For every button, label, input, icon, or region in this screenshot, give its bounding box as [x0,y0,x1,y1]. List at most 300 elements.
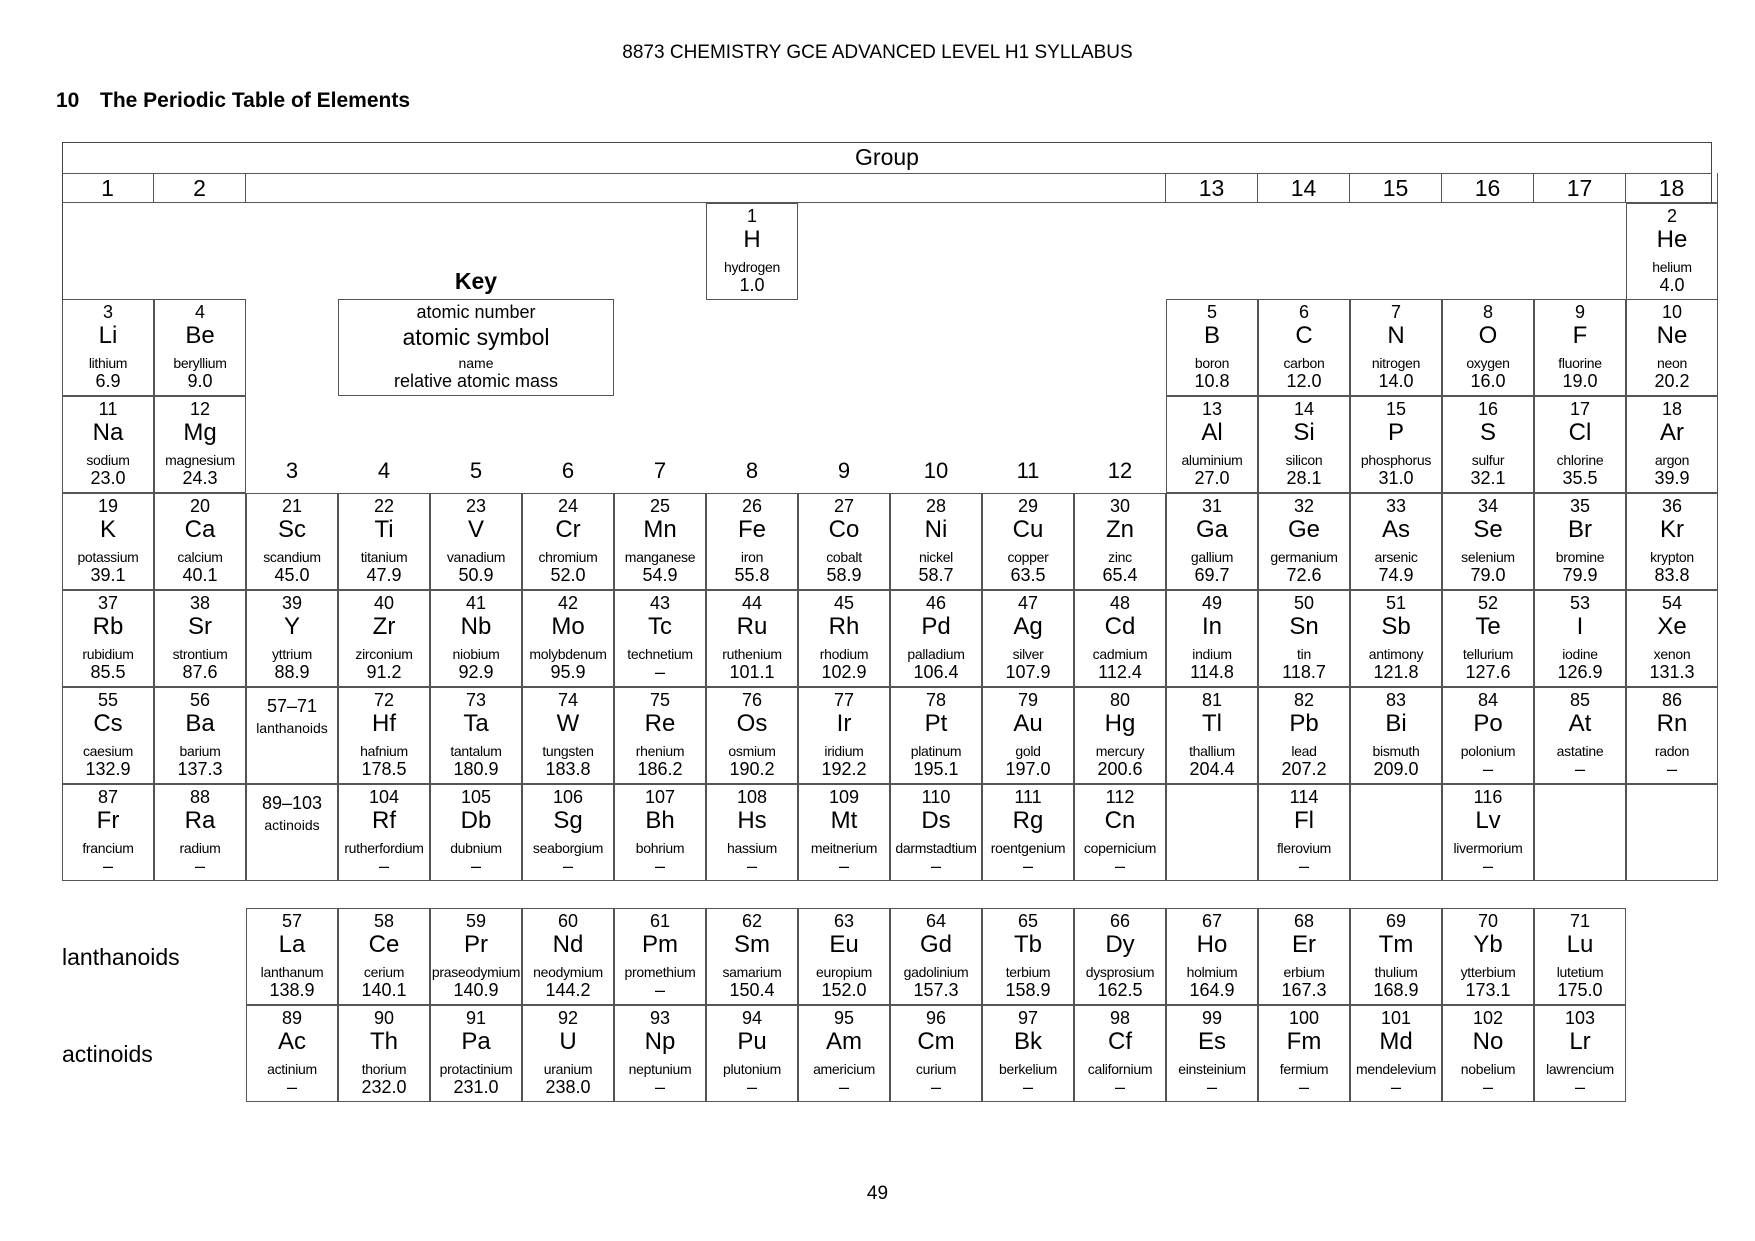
atomic-number: 100 [1288,1008,1320,1028]
atomic-number: 22 [373,496,395,516]
transition-group-number-3: 3 [285,458,299,483]
relative-atomic-mass: 190.2 [729,759,775,779]
atomic-symbol: U [559,1028,577,1055]
atomic-symbol: Pd [921,613,951,640]
atomic-number: 10 [1661,302,1683,322]
atomic-number: 84 [1477,690,1499,710]
atomic-number: 105 [460,787,492,807]
atomic-symbol: Bk [1013,1028,1042,1055]
relative-atomic-mass: 178.5 [361,759,407,779]
relative-atomic-mass: – [194,856,205,876]
element-cell-db [430,784,522,881]
atomic-symbol: Cn [1104,807,1136,834]
element-cell-rb [62,590,154,687]
element-cell-dy [1074,908,1166,1005]
element-name: iodine [1562,646,1598,662]
atomic-number: 1 [746,206,757,226]
relative-atomic-mass: 183.8 [545,759,591,779]
relative-atomic-mass: 12.0 [1286,371,1322,391]
atomic-number: 75 [649,690,671,710]
element-cell-fe [706,493,798,590]
element-cell-cu [982,493,1074,590]
atomic-symbol: Ba [185,710,215,737]
atomic-number: 59 [465,911,487,931]
transition-group-number-11: 11 [1016,458,1040,483]
element-name: rhodium [819,646,869,662]
element-cell-b [1166,299,1258,396]
element-name: dysprosium [1085,964,1155,980]
relative-atomic-mass: 131.3 [1649,662,1695,682]
atomic-number: 96 [925,1008,947,1028]
element-name: cadmium [1092,646,1148,662]
key-name: name [458,355,494,371]
atomic-number: 11 [98,399,118,419]
atomic-symbol: Lu [1566,931,1594,958]
atomic-number: 81 [1201,690,1223,710]
atomic-symbol: Rf [372,807,396,834]
atomic-symbol: Rb [92,613,124,640]
atomic-number: 104 [368,787,400,807]
atomic-number: 91 [465,1008,487,1028]
transition-group-number-6: 6 [561,458,575,483]
relative-atomic-mass: 152.0 [821,980,867,1000]
relative-atomic-mass: 35.5 [1562,468,1598,488]
atomic-symbol: Al [1201,419,1223,446]
element-name: platinum [910,743,962,759]
atomic-symbol: S [1479,419,1496,446]
relative-atomic-mass: – [1666,759,1677,779]
series-name: actinoids [264,817,320,833]
atomic-number: 72 [373,690,395,710]
atomic-number: 86 [1661,690,1683,710]
atomic-number: 37 [97,593,119,613]
element-name: radium [179,840,221,856]
element-cell-sn [1258,590,1350,687]
atomic-symbol: La [278,931,306,958]
atomic-number: 8 [1482,302,1493,322]
element-name: neptunium [628,1061,692,1077]
element-name: thulium [1374,964,1418,980]
element-name: potassium [77,549,139,565]
relative-atomic-mass: 204.4 [1189,759,1235,779]
relative-atomic-mass: 9.0 [187,371,213,391]
atomic-number: 54 [1661,593,1683,613]
relative-atomic-mass: 197.0 [1005,759,1051,779]
element-cell-te [1442,590,1534,687]
atomic-symbol: Ar [1660,419,1684,446]
atomic-number: 69 [1385,911,1407,931]
element-name: protactinium [439,1061,513,1077]
element-cell-f [1534,299,1626,396]
empty-cell [1626,784,1718,881]
element-name: dubnium [450,840,502,856]
element-cell-yb [1442,908,1534,1005]
atomic-symbol: Sm [734,931,770,958]
relative-atomic-mass: 118.7 [1282,662,1326,682]
relative-atomic-mass: 231.0 [453,1077,499,1097]
element-cell-ra [154,784,246,881]
element-cell-cm [890,1005,982,1102]
element-cell-th [338,1005,430,1102]
atomic-number: 23 [465,496,487,516]
element-cell-cr [522,493,614,590]
atomic-number: 71 [1569,911,1591,931]
relative-atomic-mass: 167.3 [1281,980,1327,1000]
relative-atomic-mass: – [930,856,941,876]
atomic-number: 35 [1569,496,1591,516]
element-cell-n [1350,299,1442,396]
element-name: phosphorus [1360,452,1432,468]
relative-atomic-mass: 87.6 [182,662,218,682]
element-cell-i [1534,590,1626,687]
group-number-13: 13 [1166,173,1258,203]
atomic-number: 97 [1017,1008,1039,1028]
relative-atomic-mass: 232.0 [361,1077,407,1097]
atomic-number: 85 [1569,690,1591,710]
element-name: manganese [624,549,696,565]
empty-cell [1350,784,1442,881]
atomic-number: 44 [741,593,763,613]
element-name: nickel [919,549,953,565]
relative-atomic-mass: – [1482,1077,1493,1097]
element-cell-cd [1074,590,1166,687]
atomic-symbol: Cr [555,516,581,543]
element-name: lead [1291,743,1317,759]
relative-atomic-mass: 175.0 [1557,980,1603,1000]
atomic-symbol: Eu [829,931,859,958]
element-name: flerovium [1276,840,1332,856]
atomic-symbol: F [1572,322,1588,349]
element-cell-bh [614,784,706,881]
relative-atomic-mass: – [102,856,113,876]
atomic-symbol: Yb [1473,931,1503,958]
atomic-number: 24 [557,496,579,516]
atomic-number: 99 [1201,1008,1223,1028]
element-cell-la [246,908,338,1005]
key-relative-atomic-mass: relative atomic mass [393,371,559,391]
atomic-symbol: Ca [184,516,216,543]
atomic-number: 63 [833,911,855,931]
atomic-symbol: Sr [188,613,212,640]
relative-atomic-mass: 47.9 [366,565,402,585]
element-name: americium [813,1061,875,1077]
atomic-symbol: Er [1292,931,1316,958]
element-cell-gd [890,908,982,1005]
relative-atomic-mass: 85.5 [90,662,126,682]
atomic-number: 31 [1201,496,1223,516]
element-name: ytterbium [1460,964,1516,980]
element-cell-mg [154,396,246,493]
atomic-symbol: At [1568,710,1592,737]
relative-atomic-mass: 28.1 [1286,468,1322,488]
element-name: zirconium [355,646,413,662]
relative-atomic-mass: – [654,1077,665,1097]
element-cell-c [1258,299,1350,396]
relative-atomic-mass: – [1022,856,1033,876]
element-name: sulfur [1471,452,1505,468]
element-name: samarium [722,964,782,980]
relative-atomic-mass: – [1482,759,1493,779]
element-cell-cl [1534,396,1626,493]
element-cell-es [1166,1005,1258,1102]
section-title: The Periodic Table of Elements [100,89,411,112]
element-name: francium [82,840,134,856]
element-cell-sg [522,784,614,881]
atomic-number: 39 [281,593,303,613]
element-cell-rn [1626,687,1718,784]
atomic-symbol: V [467,516,484,543]
element-cell-al [1166,396,1258,493]
atomic-symbol: Pr [464,931,488,958]
element-name: thallium [1189,743,1235,759]
relative-atomic-mass: – [1298,856,1309,876]
atomic-number: 106 [552,787,584,807]
element-cell-at [1534,687,1626,784]
element-name: calcium [177,549,223,565]
element-name: nitrogen [1371,355,1421,371]
element-name: titanium [360,549,408,565]
relative-atomic-mass: 140.1 [361,980,407,1000]
atomic-number: 88 [189,787,211,807]
relative-atomic-mass: 52.0 [550,565,586,585]
relative-atomic-mass: 32.1 [1470,468,1506,488]
relative-atomic-mass: 137.3 [177,759,223,779]
atomic-number: 58 [373,911,395,931]
atomic-symbol: Sb [1381,613,1411,640]
transition-group-number-9: 9 [837,458,851,483]
element-cell-tm [1350,908,1442,1005]
atomic-symbol: Tc [648,613,672,640]
relative-atomic-mass: 45.0 [274,565,310,585]
atomic-number: 15 [1385,399,1407,419]
element-name: uranium [543,1061,593,1077]
atomic-symbol: Ni [924,516,948,543]
atomic-symbol: Co [828,516,860,543]
element-cell-np [614,1005,706,1102]
atomic-number: 4 [194,302,205,322]
element-name: tellurium [1462,646,1514,662]
element-cell-o [1442,299,1534,396]
element-name: silver [1012,646,1044,662]
relative-atomic-mass: 24.3 [182,468,218,488]
relative-atomic-mass: – [1482,856,1493,876]
element-cell-hf [338,687,430,784]
element-cell-ho [1166,908,1258,1005]
element-name: scandium [263,549,321,565]
group-number-2: 2 [154,173,246,203]
atomic-symbol: Ta [463,710,489,737]
atomic-number: 32 [1293,496,1315,516]
element-cell-ag [982,590,1074,687]
placeholder-cell-lanthanoids [246,687,338,784]
element-cell-si [1258,396,1350,493]
relative-atomic-mass: 144.2 [545,980,591,1000]
atomic-number: 66 [1109,911,1131,931]
relative-atomic-mass: – [378,856,389,876]
relative-atomic-mass: 158.9 [1005,980,1051,1000]
element-name: palladium [907,646,965,662]
group-number-1: 1 [62,173,154,203]
relative-atomic-mass: 180.9 [453,759,499,779]
element-cell-lv [1442,784,1534,881]
element-cell-v [430,493,522,590]
atomic-number: 25 [649,496,671,516]
element-cell-ce [338,908,430,1005]
element-cell-br [1534,493,1626,590]
atomic-number: 36 [1661,496,1683,516]
element-name: argon [1654,452,1690,468]
atomic-number: 50 [1293,593,1315,613]
atomic-number: 67 [1201,911,1223,931]
element-cell-au [982,687,1074,784]
atomic-symbol: Nb [460,613,492,640]
atomic-symbol: Tm [1378,931,1414,958]
element-name: seaborgium [532,840,604,856]
element-name: boron [1194,355,1230,371]
atomic-number: 60 [557,911,579,931]
element-name: holmium [1186,964,1238,980]
element-name: polonium [1460,743,1516,759]
element-cell-no [1442,1005,1534,1102]
atomic-symbol: Tb [1013,931,1042,958]
element-cell-sm [706,908,798,1005]
atomic-number: 5 [1206,302,1217,322]
relative-atomic-mass: 50.9 [458,565,494,585]
atomic-symbol: Nd [552,931,584,958]
atomic-symbol: Mg [183,419,217,446]
element-name: radon [1654,743,1690,759]
atomic-symbol: Sn [1289,613,1319,640]
placeholder-cell-actinoids [246,784,338,881]
relative-atomic-mass: 1.0 [739,275,765,295]
relative-atomic-mass: 127.6 [1465,662,1511,682]
relative-atomic-mass: 162.5 [1097,980,1143,1000]
relative-atomic-mass: – [1114,856,1125,876]
relative-atomic-mass: 6.9 [95,371,121,391]
relative-atomic-mass: – [1574,759,1585,779]
relative-atomic-mass: – [654,662,665,682]
element-name: magnesium [165,452,235,468]
atomic-symbol: Pm [642,931,678,958]
element-name: rhenium [635,743,685,759]
atomic-symbol: Md [1379,1028,1413,1055]
element-name: erbium [1283,964,1325,980]
atomic-number: 116 [1473,787,1503,807]
atomic-symbol: Ru [736,613,768,640]
element-cell-fm [1258,1005,1350,1102]
element-name: berkelium [999,1061,1057,1077]
element-name: bromine [1555,549,1605,565]
relative-atomic-mass: 19.0 [1562,371,1598,391]
atomic-symbol: B [1203,322,1220,349]
atomic-number: 64 [925,911,947,931]
atomic-number: 98 [1109,1008,1131,1028]
atomic-symbol: Ho [1196,931,1228,958]
series-range: 57–71 [266,696,318,716]
element-cell-ca [154,493,246,590]
element-name: technetium [627,646,693,662]
atomic-number: 65 [1017,911,1039,931]
element-name: sodium [86,452,130,468]
atomic-number: 62 [741,911,763,931]
element-name: indium [1192,646,1232,662]
atomic-number: 73 [465,690,487,710]
atomic-number: 49 [1201,593,1223,613]
element-cell-ta [430,687,522,784]
relative-atomic-mass: 209.0 [1373,759,1419,779]
element-name: einsteinium [1178,1061,1246,1077]
element-cell-p [1350,396,1442,493]
atomic-symbol: Cm [917,1028,955,1055]
atomic-number: 79 [1017,690,1039,710]
element-cell-ac [246,1005,338,1102]
lanthanoids-label: lanthanoids [62,944,180,970]
element-cell-md [1350,1005,1442,1102]
element-name: xenon [1653,646,1691,662]
atomic-symbol: Ir [836,710,852,737]
element-name: iridium [824,743,864,759]
element-name: plutonium [722,1061,781,1077]
element-cell-hs [706,784,798,881]
element-name: silicon [1285,452,1323,468]
element-name: beryllium [173,355,227,371]
element-cell-sb [1350,590,1442,687]
atomic-symbol: Rh [828,613,860,640]
atomic-symbol: Ge [1287,516,1320,543]
element-cell-bi [1350,687,1442,784]
atomic-number: 52 [1477,593,1499,613]
relative-atomic-mass: 157.3 [913,980,959,1000]
series-name: lanthanoids [256,720,328,736]
transition-group-number-4: 4 [377,458,391,483]
relative-atomic-mass: – [1298,1077,1309,1097]
element-cell-mt [798,784,890,881]
element-name: californium [1087,1061,1153,1077]
atomic-number: 17 [1569,399,1591,419]
key-atomic-symbol: atomic symbol [402,324,550,350]
element-name: strontium [172,646,228,662]
relative-atomic-mass: 150.4 [729,980,775,1000]
atomic-symbol: Re [644,710,676,737]
relative-atomic-mass: 101.1 [729,662,775,682]
relative-atomic-mass: – [1022,1077,1033,1097]
atomic-number: 110 [921,787,951,807]
relative-atomic-mass: 79.9 [1562,565,1598,585]
element-cell-er [1258,908,1350,1005]
relative-atomic-mass: 140.9 [453,980,499,1000]
element-name: helium [1652,259,1692,275]
element-name: copernicium [1083,840,1157,856]
element-name: roentgenium [990,840,1066,856]
relative-atomic-mass: – [746,1077,757,1097]
relative-atomic-mass: 173.1 [1465,980,1511,1000]
relative-atomic-mass: 186.2 [637,759,683,779]
atomic-number: 9 [1574,302,1585,322]
element-name: curium [915,1061,957,1077]
element-cell-ir [798,687,890,784]
key-atomic-number: atomic number [416,302,536,322]
atomic-number: 40 [373,593,395,613]
group-number-17: 17 [1534,173,1626,203]
element-cell-ga [1166,493,1258,590]
element-cell-eu [798,908,890,1005]
relative-atomic-mass: 58.7 [918,565,954,585]
relative-atomic-mass: – [838,1077,849,1097]
element-name: cobalt [826,549,862,565]
atomic-symbol: Po [1473,710,1503,737]
atomic-symbol: Db [460,807,492,834]
relative-atomic-mass: 27.0 [1194,468,1230,488]
